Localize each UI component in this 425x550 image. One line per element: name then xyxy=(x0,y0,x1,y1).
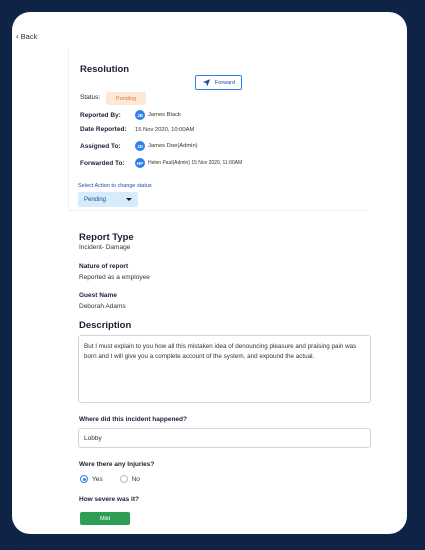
report-type-heading: Report Type xyxy=(79,232,134,243)
avatar: HP xyxy=(135,158,145,168)
date-reported-value: 15 Nov 2020, 10:00AM xyxy=(135,126,195,133)
assigned-to-value xyxy=(135,141,198,151)
status-select-value: Pending xyxy=(84,196,107,203)
forward-button[interactable] xyxy=(195,75,242,90)
assigned-to-name: James Doe(Admin) xyxy=(148,143,198,149)
back-button[interactable] xyxy=(16,32,37,41)
resolution-card xyxy=(68,48,368,211)
radio-selected-icon[interactable] xyxy=(80,475,88,483)
nature-label: Nature of report xyxy=(79,263,129,270)
reported-by-row xyxy=(80,110,181,120)
resolution-title: Resolution xyxy=(80,64,130,75)
status-select[interactable] xyxy=(78,192,138,207)
caret-down-icon xyxy=(126,198,132,201)
status-label: Status: xyxy=(80,94,101,101)
severity-question: How severe was it? xyxy=(79,496,139,503)
radio-unselected-icon[interactable] xyxy=(120,475,128,483)
injuries-yes-option[interactable] xyxy=(80,475,103,483)
date-reported-label: Date Reported: xyxy=(80,126,127,133)
location-question: Where did this incident happened? xyxy=(79,416,187,423)
injuries-no-option[interactable] xyxy=(120,475,140,483)
assigned-to-label: Assigned To: xyxy=(80,142,121,150)
injuries-question: Were there any Injuries? xyxy=(79,461,155,468)
status-badge: Pending xyxy=(106,92,146,105)
nature-value: Reported as a employee xyxy=(79,274,150,281)
injuries-radio-group xyxy=(80,475,152,483)
severity-button[interactable]: Mild xyxy=(80,512,130,525)
forwarded-to-label: Forwarded To: xyxy=(80,159,125,167)
app-screen xyxy=(12,12,407,534)
back-label: Back xyxy=(20,32,38,41)
forwarded-to-row xyxy=(80,158,242,168)
description-heading: Description xyxy=(79,320,132,331)
send-icon xyxy=(202,78,211,87)
assigned-to-row xyxy=(80,141,198,151)
description-textarea[interactable]: But I must explain to you how all this mistaken idea of denouncing pleasure and praising pain was born and I will give you a complete account of the system, and expound the actual. xyxy=(78,335,371,403)
avatar: JD xyxy=(135,141,145,151)
no-label: No xyxy=(131,475,140,483)
reported-by-name: James Black xyxy=(148,112,181,118)
forwarded-to-name: Helen Paul(Admin) 15 Nov 2020, 11:00AM xyxy=(148,160,243,166)
report-type-value: Incident- Damage xyxy=(79,244,131,251)
location-input[interactable]: Lobby xyxy=(78,428,371,448)
guest-name-label: Guest Name xyxy=(79,292,117,299)
guest-name-value: Deborah Adams xyxy=(79,303,126,310)
reported-by-value xyxy=(135,110,181,120)
reported-by-label: Reported By: xyxy=(80,111,121,119)
forward-label: Forward xyxy=(214,79,236,86)
avatar: JB xyxy=(135,110,145,120)
select-action-label: Select Action to change status xyxy=(78,183,152,189)
yes-label: Yes xyxy=(92,475,103,483)
date-reported-row xyxy=(80,126,194,133)
chevron-left-icon: ‹ xyxy=(16,32,19,41)
forwarded-to-value xyxy=(135,158,242,168)
